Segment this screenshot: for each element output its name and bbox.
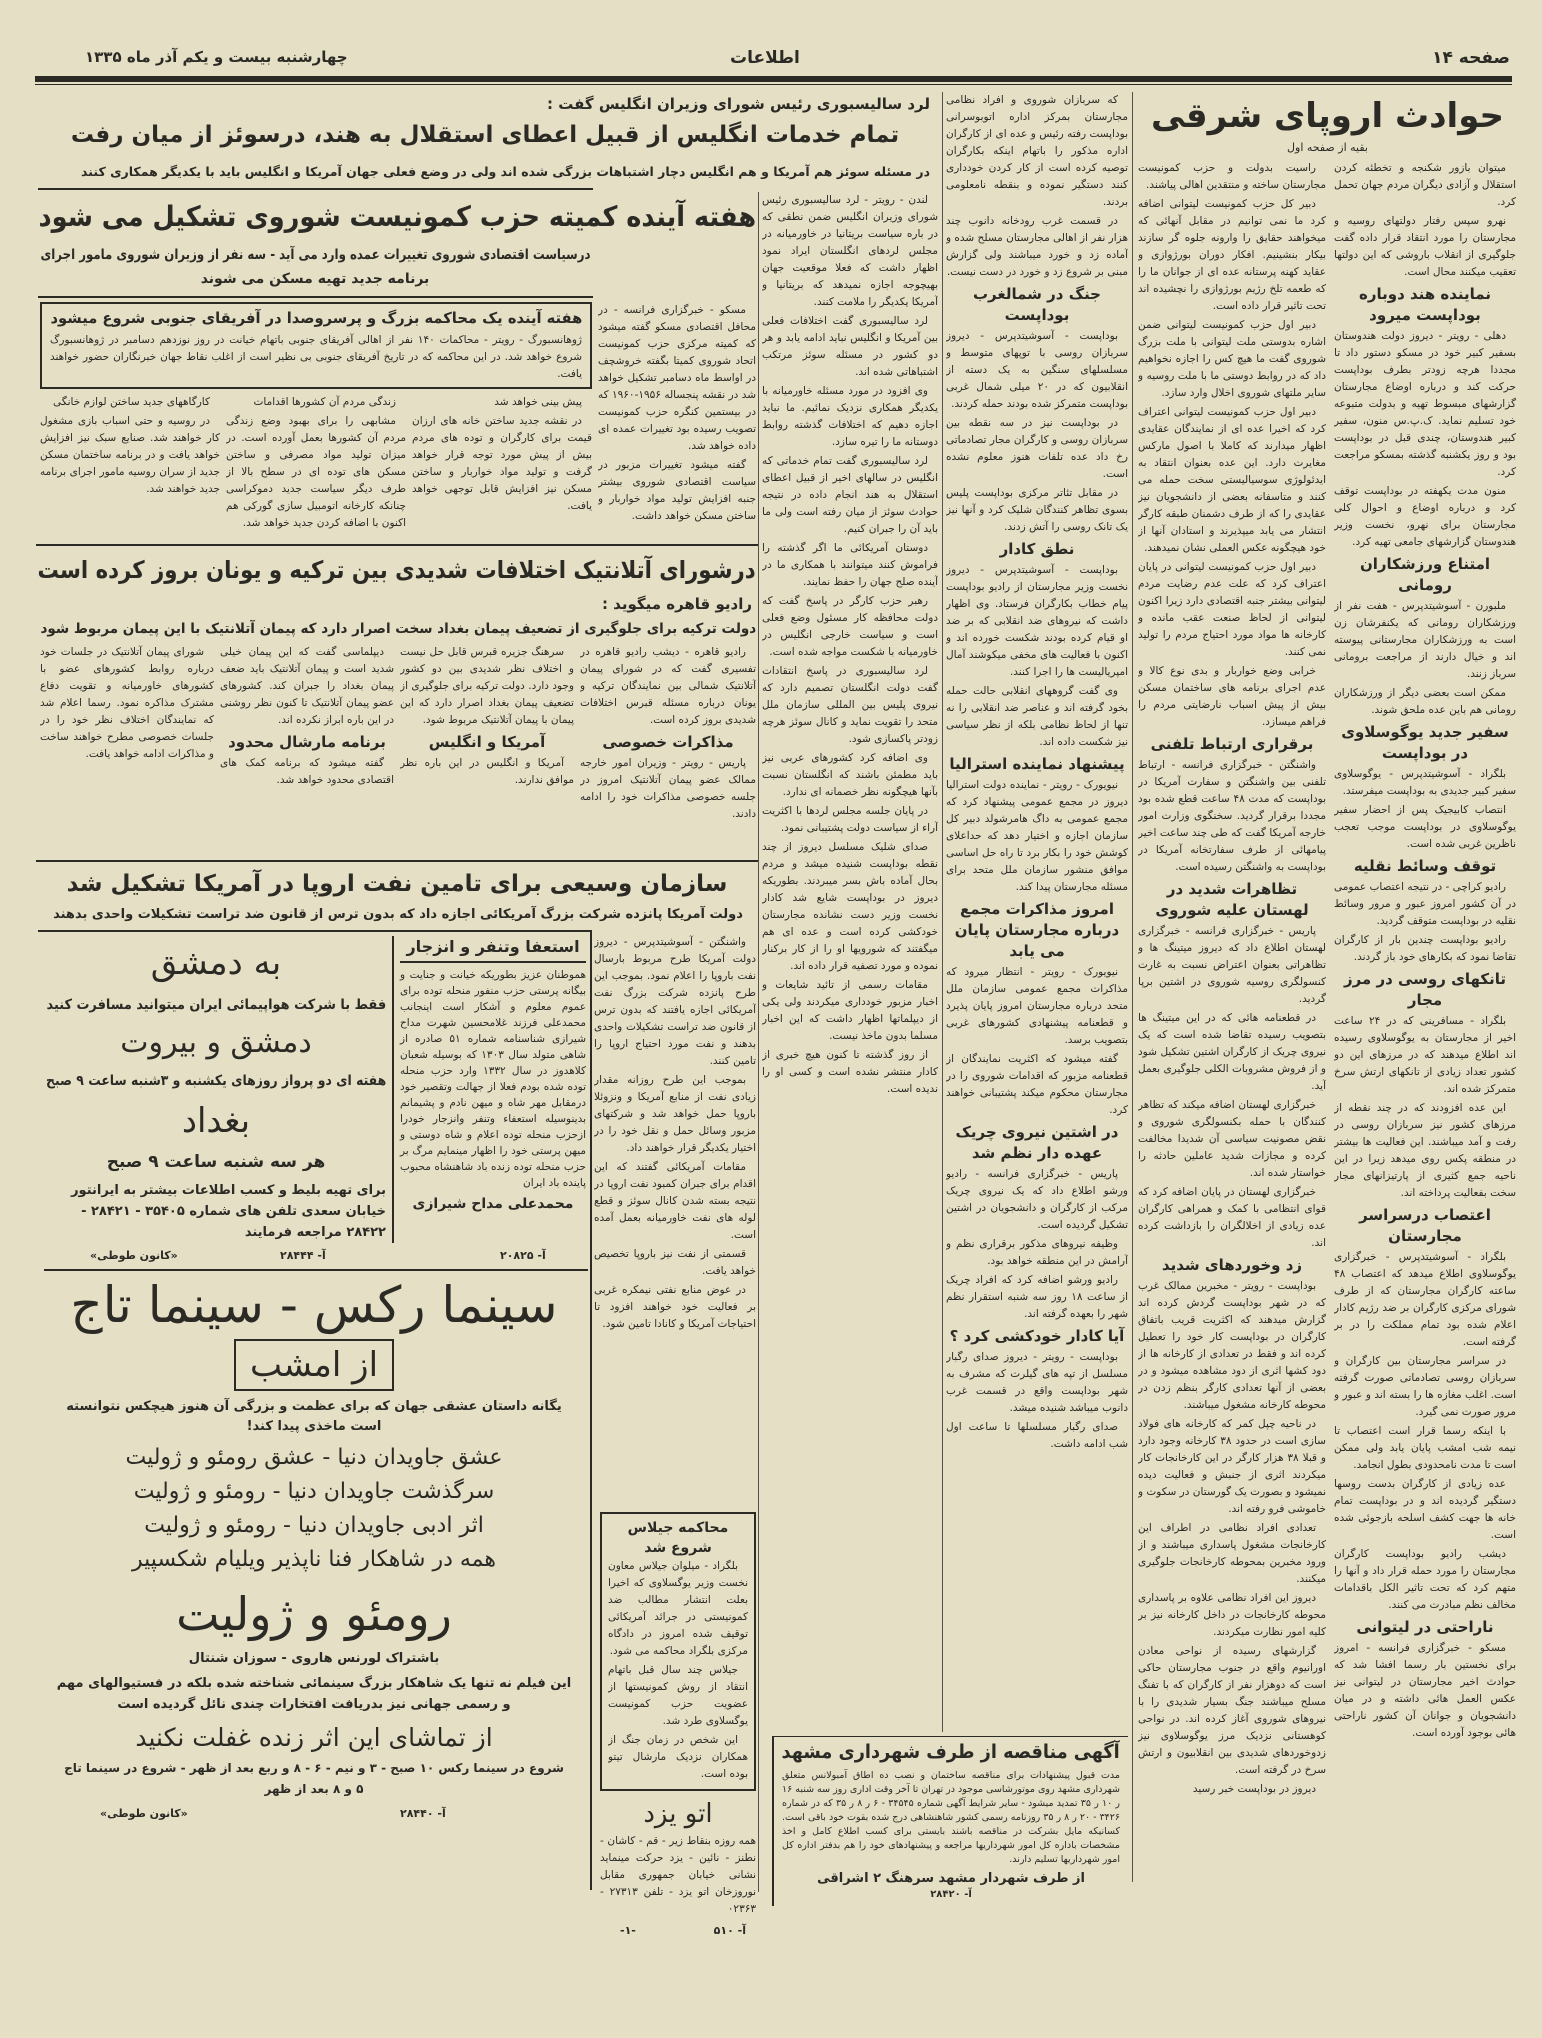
cinema-line: سرگذشت جاویدان دنیا - رومئو و ژولیت <box>133 1479 495 1504</box>
masthead-rule <box>35 76 1512 82</box>
paragraph: دهلی - رویتر - دیروز دولت هندوستان بسفیر کبیر خود در مسکو دستور داد تا مجددا هرچه زودتر بطرف بوداپست حرکت کند و درباره اوضاع مجارستان گزارشهای مبسوط تهیه و بدولت متبوعه خود تسلیم نماید. ک.پ.س منون، سفیر کبیر هندوستان، چندی قبل در بوداپست بود و روز یکشنبه گذشته بمسکو مراجعت کرد. <box>1334 330 1516 478</box>
film-description: این فیلم نه تنها یک شاهکار بزرگ سینمائی شناخته شده بلکه در فستیوالهای مهم و رسمی جهانی نیز بدریافت افتخارات چندی نائل گردیده است <box>56 1676 572 1712</box>
atlantic-col-1 <box>580 644 756 856</box>
subheading: سفیر جدید یوگوسلاوی در بوداپست <box>1341 723 1509 762</box>
paragraph: بلگراد - آسوشیتدپرس - خبرگزاری یوگوسلاوی اطلاع میدهد که اعتصاب ۴۸ ساعته کارگران مجارستان که از طرف شورای مرکزی کارگران بر ضد رژیم کادار اعلام شده بود تمام مملکت را در بر گرفته است. <box>1334 1251 1516 1348</box>
ad-line: فقط با شرکت هواپیمائی ایران میتوانید مسافرت کنید <box>46 997 386 1013</box>
paragraph: مسکو - خبرگزاری فرانسه - در محافل اقتصادی مسکو گفته میشود که کمیته مرکزی حزب کمونیست اتحاد شوروی کمیتا بگفته خروشچف در اواسط ماه دسامبر تشکیل خواهد شد در نقشه پنجساله ۱۹۵۶-۱۹۶۰ که در بیستمین کنگره حزب کمونیست تصویب رسیده بود تغییرات عمده ای داده خواهد شد. <box>598 304 756 452</box>
paragraph: رادیو کراچی - در نتیجه اعتصاب عمومی در آن کشور امروز عبور و مرور وسائط نقلیه در بوداپست متوقف گردید. <box>1334 881 1516 927</box>
paragraph: بلگراد - آسوشیتدپرس - یوگوسلاوی سفیر کبیر جدیدی به بوداپست میفرستد. <box>1334 768 1516 797</box>
lower-middle-ads <box>600 1512 756 1940</box>
paragraph: بوداپست - آسوشیتدپرس - دیروز نخست وزیر مجارستان از رادیو بوداپست پیام خطاب بکارگران فرستاد. وی اظهار داشت که نیروهای ضد انقلابی که بر ضد او قیام کرده بودند شکست خورده اند و اکنون با فعالیت های مخفی میکوشند آمال امپریالیست ها را اجرا کنند. <box>946 564 1128 678</box>
paragraph: انتصاب کابیجیک پس از احضار سفیر یوگوسلاوی در بوداپست موجب تعجب ناظرین غربی شده است. <box>1334 804 1516 850</box>
paragraph: خبرگزاری لهستان اضافه میکند که تظاهر کنندگان با حمله بکنسولگری شوروی و نقض مصونیت سیاسی آن شدیدا مخالفت کرده و مجازات شدید عاملین حادثه را خواستار شده اند. <box>1138 1099 1326 1179</box>
paragraph: وی گفت گروههای انقلابی حالت حمله بخود گرفته اند و عناصر ضد انقلابی را نه تنها از لحاظ نظامی بلکه از نظر سیاسی نیز شکست داده اند. <box>946 685 1128 748</box>
south-africa-headline: هفته آینده یک محاکمه بزرگ و پرسروصدا در آفریقای جنوبی شروع میشود <box>50 309 582 327</box>
paragraph: مشابهی را برای بهبود وضع زندگی مردم آن کشورها بعمل آورده است. در میزان تولید مواد مصرفی و ساختن مسکن های توده ای در سطح بالا از طرف دیگر سیاست جدید دموکراسی چنانکه کارخانه اتومبیل سازی گورکی هم اکنون با اضافه کردن جدید خواهد شد. <box>226 415 406 529</box>
otoyazd-ad <box>600 1795 756 1940</box>
from-tonight-badge: از امشب <box>234 1339 394 1391</box>
south-africa-box <box>40 302 592 389</box>
paragraph: دوستان آمریکائی ما اگر گذشته را فراموش کنند میتوانند با همکاری ما در آینده صلح جهان را حفظ نمایند. <box>762 542 938 588</box>
paragraph: بموجب این طرح روزانه مقدار زیادی نفت از منابع آمریکا و ونزوئلا باروپا حمل خواهد شد و شرکتهای مزبور وسائل حمل و نقل خود را در اختیار یکدیگر قرار خواهند داد. <box>594 1074 756 1154</box>
column-middle-1 <box>762 192 938 1732</box>
paragraph: رادیو ورشو اضافه کرد که افراد چریک از ساعت ۱۸ روز سه شنبه استقرار نظم شهر را بعهده گرفته اند. <box>946 1274 1128 1320</box>
paragraph: در قسمت غرب رودخانه دانوب چند هزار نفر از اهالی مجارستان مسلح شده و آماده زد و خورد میباشند ولی گزارش مبنی بر شروع زد و خورد در دست نیست. <box>946 215 1128 278</box>
page-number: صفحه ۱۴ <box>1432 48 1510 68</box>
ad-contact: برای تهیه بلیط و کسب اطلاعات بیشتر به ایرانتور خیابان سعدی تلفن های شماره ۳۵۴۰۵ - ۲۸۴۲۱ - ۲۸۴۲۲ مراجعه فرمایند <box>71 1183 386 1240</box>
paragraph: صدای رگبار مسلسلها تا ساعت اول شب ادامه داشت. <box>946 1421 1128 1450</box>
subheading: زد وخوردهای شدید <box>1161 1256 1303 1274</box>
paragraph: شورای پیمان آتلانتیک در جلسات خود درباره روابط کشورهای عضو با کشورهای خاورمیانه و تقویت دفاع مشترک مذاکره نمود. رسما اعلام شد که نمایندگان اختلاف نظر خود را در جلسات خصوصی مطرح خواهند ساخت و مذاکرات ادامه خواهد یافت. <box>40 646 214 760</box>
ad-destination: بغداد <box>181 1101 251 1141</box>
paragraph: در مقابل تئاتر مرکزی بوداپست پلیس بسوی تظاهر کنندگان شلیک کرد و آنها نیز یک تانک روسی را آتش زدند. <box>946 487 1128 533</box>
paragraph: رادیو قاهره - دیشب رادیو قاهره در تفسیری گفت که در شورای پیمان آتلانتیک شمالی بین نمایندگان ترکیه و یونان درباره مسئله قبرس اختلافات شدیدی بروز کرده است. <box>580 646 756 726</box>
cinema-title: سینما رکس - سینما تاج <box>70 1276 558 1334</box>
subheading: آمریکا و انگلیس <box>428 733 546 751</box>
subheading: نطق کادار <box>999 540 1075 558</box>
page-marker: -۱- <box>620 1924 636 1937</box>
paragraph: واشنگتن - آسوشیتدپرس - دیروز دولت آمریکا طرح مربوط بارسال نفت باروپا را اعلام نمود. بموجب این طرح پانزده شرکت بزرگ نفت آمریکائی اجازه یافتند که بدون ترس از قانون ضد تراست تشکیلات واحدی بدهند و نفت مورد احتیاج اروپا را تامین کنند. <box>594 936 756 1067</box>
jilas-box <box>600 1512 756 1791</box>
subheading: تانکهای روسی در مرز مجار <box>1343 970 1507 1009</box>
tender-title: آگهی مناقصه از طرف شهرداری مشهد <box>781 1741 1121 1763</box>
otoyazd-title: اتو یزد <box>643 1799 713 1829</box>
subheading: برقراری ارتباط تلفنی <box>1150 735 1314 753</box>
paragraph: عده زیادی از کارگران بدست روسها دستگیر گردیده اند و در بوداپست تمام خانه ها جهت کشف اسلحه بازجوئی شده است. <box>1334 1478 1516 1541</box>
paragraph: دیروز در بوداپست خبر رسید <box>1192 1783 1316 1795</box>
lower-left-ads <box>40 936 588 1825</box>
paragraph: بلگراد - میلوان جیلاس معاون نخست وزیر یوگسلاوی که اخیرا بعلت انتشار مطالب ضد کمونیستی در جرائد آمریکائی توقیف شده امروز در دادگاه مرکزی بلگراد محاکمه می شود. <box>608 1560 748 1657</box>
column-divider <box>1132 92 1133 1882</box>
mashhad-tender-ad <box>772 1736 1128 1906</box>
atlantic-col-3 <box>220 644 394 856</box>
paragraph: منون مدت یکهفته در بوداپست توقف کرد و درباره اوضاع و احوال کلی مجارستان برای نهرو، نخست وزیر هندوستان گزارشهای جامعی تهیه کرد. <box>1334 485 1516 548</box>
paragraph: پاریس - خبرگزاری فرانسه - رادیو ورشو اطلاع داد که یک نیروی چریک مرکب از کارگران و دانشجویان در اشتین تشکیل گردیده است. <box>946 1168 1128 1231</box>
paragraph: دیپلماسی گفت که این پیمان خیلی شدید است و پیمان آتلانتیک باید ضعف پیمان بغداد را جبران کند. کشورهای عضو پیمان آتلانتیک تا کنون نظر روشنی در این باره ابراز نکرده اند. <box>220 646 394 726</box>
oil-headline: سازمان وسیعی برای تامین نفت اروپا در آمریکا تشکیل شد <box>66 871 728 897</box>
paragraph: بوداپست - رویتر - مخبرین ممالک غرب که در شهر بوداپست گردش کرده اند گزارش میدهند که اکثریت قریب باتفاق کارگران در بوداپست کار خود را تعطیل کرده اند و فقط در تعدادی از کارخانه ها از دود کشها اثری از دود مشاهده میشود و در بعضی از آنها تعدادی کارگر بنظم زدن در محوطه کارخانه مشغول میباشند. <box>1138 1280 1326 1411</box>
subheading: توقف وسائط نقلیه <box>1353 857 1497 875</box>
paragraph: بوداپست - رویتر - دیروز صدای رگبار مسلسل از تپه های گیلرت که مشرف به شهر بوداپست واقع در قسمت غرب دانوب میباشد شنیده میشد. <box>946 1351 1128 1414</box>
subheading: مذاکرات خصوصی <box>602 733 734 751</box>
jilas-body <box>608 1558 748 1785</box>
paragraph: در سراسر مجارستان بین کارگران و سربازان روسی تصادماتی صورت گرفته است. اغلب مغازه ها را بسته اند و عبور و مرور صورت نمی گیرد. <box>1334 1355 1516 1418</box>
soviet-subhead-2: برنامه جدید تهیه مسکن می شوند <box>200 271 430 287</box>
paragraph: وی افزود در مورد مسئله خاورمیانه با یکدیگر همکاری نزدیک نمائیم. ما نباید اجازه دهیم که اختلافات گذشته روابط دوستانه ما را تیره سازد. <box>762 385 938 448</box>
subheading: جنگ در شمالغرب بوداپست <box>972 285 1101 324</box>
paper-name: اطلاعات <box>730 48 800 68</box>
paragraph: این عده افزودند که در چند نقطه از مرزهای کشور نیز سربازان روسی در رفت و آمد میباشند. این فعالیت ها بیشتر در منطقه پکس روی میدهد زیرا در این ناحیه جمع کثیری از پارتیزانهای مجار سخت بفعالیت پرداخته اند. <box>1334 1102 1516 1199</box>
subheading: در اشتین نیروی چریک عهده دار نظم شد <box>955 1123 1119 1162</box>
paragraph: لندن - رویتر - لرد سالیسبوری رئیس شورای وزیران انگلیس ضمن نطقی که در باره سیاست بریتانیا در خاورمیانه در مجلس لردهای انگلستان ایراد نمود اظهار داشت که فعلا موقعیت جهان بهیچوجه اجازه نمیدهد که بریتانیا و آمریکا یکدیگر را ملامت کنند. <box>762 194 938 308</box>
paragraph: نهرو سپس رفتار دولتهای روسیه و مجارستان را مورد انتقاد قرار داده گفت جلوگیری از انقلاب باروشی که این دولتها تعقیب میکنند محال است. <box>1334 215 1516 278</box>
paragraph: در پایان جلسه مجلس لردها با اکثریت آراء از سیاست دولت پشتیبانی نمود. <box>762 805 938 834</box>
paragraph: تعدادی افراد نظامی در اطراف این کارخانجات مشغول پاسداری میباشند و از ورود مخبرین بمحوطه کارخانجات جلوگیری میکنند. <box>1138 1522 1326 1585</box>
paragraph: گفته میشود که برنامه کمک های اقتصادی محدود خواهد شد. <box>220 757 394 786</box>
paragraph: در روسیه و حتی اسباب بازی مشغول کار خواهند شد. صنایع سبک نیز افزایش خواهد یافت و در برنامه ساختمان مسکن جدید از سران روسیه مامور اجرای برنامه جدید خواهند شد. <box>40 415 220 495</box>
paragraph: نیویورک - رویتر - نماینده دولت استرالیا دیروز در مجمع عمومی پیشنهاد کرد که مجمع عمومی به داگ هامرشولد دبیر کل سازمان اجازه و اختیار دهد که حداعلای کوشش خود را بکار برد تا راه حل اساسی موافق منشور سازمان ملل متحد برای مسئله مجارستان پیدا کند. <box>946 779 1128 893</box>
column-right-1 <box>1334 160 1516 2000</box>
soviet-headline: هفته آینده کمیته حزب کمونیست شوروی تشکیل می شود <box>38 200 756 233</box>
paragraph: گفته میشود که اکثریت نمایندگان از قطعنامه مزبور که اقدامات شوروی را در مجارستان محکوم میکند پشتیبانی خواهند کرد. <box>946 1053 1128 1116</box>
section-rule <box>36 544 758 546</box>
masthead-rule-thin <box>35 84 1512 85</box>
soviet-below-col-1 <box>412 394 592 540</box>
paragraph: کارگاههای جدید ساختن لوازم خانگی <box>53 396 210 408</box>
atlantic-col-4 <box>40 644 214 856</box>
subheading: پیشنهاد نماینده استرالیا <box>949 755 1125 773</box>
subheading: برنامه مارشال محدود <box>228 733 386 751</box>
paragraph: پاریس - خبرگزاری فرانسه - خبرگزاری لهستان اطلاع داد که دیروز میتینگ ها و تظاهراتی بعنوان اعتراض نسبت به غارت کنسولگری روسیه شوروی در اشتین برپا گردید. <box>1138 925 1326 1005</box>
paragraph: دیروز این افراد نظامی علاوه بر پاسداری محوطه کارخانجات در داخل کارخانه نیز بر کلیه امور نظارت میکردند. <box>1138 1592 1326 1638</box>
soviet-subhead-1: درسیاست اقتصادی شوروی تغییرات عمده وارد می آید - سه نفر از وزیران شوروی مامور اجرای <box>39 247 591 263</box>
cinema-call-to-action: از تماشای این اثر زنده غفلت نکنید <box>135 1723 493 1752</box>
paragraph: زندگی مردم آن کشورها اقدامات <box>253 396 396 408</box>
tender-signature: از طرف شهردار مشهد سرهنگ ۲ اشراقی <box>817 1871 1085 1886</box>
ad-destination: دمشق و بیروت <box>120 1025 312 1060</box>
subheading: ناراحتی در لیتوانی <box>1356 1618 1494 1636</box>
paragraph: مقامات رسمی از تائید شایعات و اخبار مزبور خودداری میکردند ولی یکی از دیپلماتها اظهار داشت که این اخبار مسلما بدون ماخذ نیست. <box>762 979 938 1042</box>
cinema-line: اثر ادبی جاویدان دنیا - رومئو و ژولیت <box>144 1513 484 1538</box>
paragraph: لرد سالیسبوری گفت اختلافات فعلی بین آمریکا و انگلیس نباید ادامه یابد و هر دو کشور در مسئله سوئز مرتکب اشتباهاتی شده اند. <box>762 315 938 378</box>
south-africa-section <box>40 302 592 540</box>
section-rule <box>38 296 593 298</box>
continued-label: بقیه از صفحه اول <box>1287 141 1368 154</box>
paragraph: گفته میشود تغییرات مزبور در سیاست اقتصادی شوروی بیشتر جنبه افزایش تولید مواد خواربار و ساختن مسکن خواهد داشت. <box>598 459 756 522</box>
atlantic-col-2 <box>400 644 574 856</box>
paragraph: در قطعنامه هائی که در این میتینگ ها بتصویب رسیده تقاضا شده است که یک نیروی چریک از کارگران اشتین تشکیل شود و از فروش مشروبات الکلی جلوگیری بعمل آید. <box>1138 1012 1326 1092</box>
soviet-below-col-3 <box>40 394 220 540</box>
iran-air-ad <box>40 936 392 1243</box>
paragraph: در نقشه جدید ساختن خانه های ارزان قیمت برای کارگران و توده های مردم بیش از پیش مورد توجه قرار خواهد گرفت و تولید مواد خواربار و ساختن مسکن نیز افزایش قابل توجهی خواهد یافت. <box>412 415 592 512</box>
soviet-column <box>598 302 756 540</box>
section-rule <box>36 860 758 862</box>
ad-code: آ- ۲۰۸۲۵ <box>500 1249 546 1262</box>
ad-title: به دمشق <box>150 943 282 983</box>
ad-agency: «کانون طوطی» <box>100 1807 188 1820</box>
paragraph: جیلاس چند سال قبل باتهام انتقاد از روش کمونیستها از عضویت حزب کمونیست یوگسلاوی طرد شد. <box>608 1664 748 1727</box>
tender-body: مدت قبول پیشنهادات برای مناقصه ساختمان و نصب ده اطاق آمبولانس متعلق شهرداری مشهد روی موتورشاسی موجود در تهران تا آخر وقت اداری روز سه شنبه ۱۶ ر ۱۰ ر ۳۵ تمدید میشود - سایر شرایط آگهی شماره ۳۴۵۴۵ - ۶ ر ۸ ر ۳۵ که در شماره ۳۴۲۶ - ۲۰ ر ۸ ر ۳۵ روزنامه رسمی کشور شاهنشاهی درج شده بقوت خود باقی است. <box>781 1770 1120 1823</box>
ad-code: آ- ۵۱۰ <box>713 1924 746 1937</box>
paragraph: لرد سالیسبوری در پاسخ انتقادات گفت دولت انگلستان تصمیم دارد که نیروی پلیس بین المللی سازمان ملل متحد را تقویت نماید و کانال سوئز هرچه زودتر پاکسازی شود. <box>762 665 938 745</box>
paragraph: میتوان بازور شکنجه و تخطئه کردن استقلال و آزادی دیگران مردم جهان تحمل کرد. <box>1334 162 1516 208</box>
soviet-below-col-2 <box>226 394 406 540</box>
ad-code: آ- ۲۸۴۴۴ <box>280 1249 326 1262</box>
paragraph: پیش بینی خواهد شد <box>494 396 582 408</box>
paragraph: در ناحیه چپل کمر که کارخانه های فولاد سازی است در حدود ۳۸ کارخانه وجود دارد و قبلا ۳۸ هزار کارگر در این کارخانجات کار میکردند اثری از جنبش و فعالیت دیده نمیشود و بصورت یک گورستان در سکوت و خاموشی فرو رفته اند. <box>1138 1418 1326 1515</box>
paragraph: نیویورک - رویتر - انتظار میرود که مذاکرات مجمع عمومی سازمان ملل متحد درباره مجارستان امروز پایان پذیرد و قطعنامه پیشنهادی کشورهای غربی بتصویب برسد. <box>946 966 1128 1046</box>
column-divider <box>942 92 943 1732</box>
notice-signature: محمدعلی مداح شیرازی <box>412 1196 574 1212</box>
section-rule <box>38 188 593 190</box>
south-africa-body: ژوهانسبورگ - رویتر - محاکمات ۱۴۰ نفر از اهالی آفریقای جنوبی باتهام خیانت در روز نوزدهم دسامبر در ژوهانسبورگ شروع خواهد شد. در این محاکمه که در تاریخ آفریقای جنوبی بی نظیر است از اغلب نقاط جهان خبرنگاران حضور خواهند یافت. <box>50 334 582 380</box>
paragraph: لرد سالیسبوری گفت تمام خدماتی که انگلیس در سالهای اخیر از قبیل اعطای استقلال به هند انجام داده در نتیجه حوادث سوئز از میان رفته است ولی ما باید آن را جبران کنیم. <box>762 455 938 535</box>
paragraph: دبیر اول حزب کمونیست لیتوانی اعتراف کرد که اخیرا عده ای از نمایندگان عقایدی اظهار میدارند که کاملا با اصول مارکس مغایرت دارد. این عده بعنوان انتقاد به ایدئولوژی سوسیالیستی سخت حمله می کنند و متاسفانه بعضی از دانشجویان نیز عقایدی را که از طرف دشمنان طبقه کارگر انتشار می یابد میپذیرند و استادان آنها از خود هیچگونه عکس العملی نشان نمیدهند. <box>1138 406 1326 554</box>
paragraph: با اینکه رسما قرار است اعتصاب تا نیمه شب امشب پایان یابد ولی ممکن است تا مدت نامحدودی بطول انجامد. <box>1334 1425 1516 1471</box>
paragraph: مقامات آمریکائی گفتند که این اقدام برای جبران کمبود نفت اروپا در نتیجه بسته شدن کانال سوئز و قطع لوله های نفت خاورمیانه بعمل آمده است. <box>594 1161 756 1241</box>
paragraph: بوداپست - آسوشیتدپرس - دیروز سربازان روسی با توپهای متوسط و مسلسلهای سنگین به یک دسته از انقلابیون که در ۲۰ میلی شمال غربی بوداپست متمرکز شده بودند حمله کردند. <box>946 330 1128 410</box>
paragraph: ملبورن - آسوشیتدپرس - هفت نفر از ورزشکاران رومانی که یکنفرشان زن است به ورزشکاران مجارستانی پیوسته اند و خیال دارند از مراجعت برومانی سرباز زنند. <box>1334 600 1516 680</box>
paragraph: وظیفه نیروهای مذکور برقراری نظم و آرامش در این منطقه خواهد بود. <box>946 1238 1128 1267</box>
paragraph: سرهنگ جزیره قبرس قابل حل نیست و اختلاف نظر شدیدی بین دو کشور وجود دارد. دولت ترکیه برای جلوگیری از تضعیف پیمان بغداد اصرار دارد که این پیمان با پیمان آتلانتیک مربوط شود. <box>400 646 574 726</box>
paragraph: دبیر اول حزب کمونیست لیتوانی ضمن اشاره بدوستی ملت لیتوانی با ملت بزرگ شوروی گفت ما هیچ کس را اجازه نخواهیم داد که در روابط دوستی ما با ملت روسیه و سایر ملتهای شوروی اخلال وارد سازد. <box>1138 319 1326 399</box>
paragraph: رادیو بوداپست چندین بار از کارگران تقاضا نمود که بکارهای خود باز گردند. <box>1334 934 1516 963</box>
paragraph: خبرگزاری لهستان در پایان اضافه کرد که قوای انتظامی با کمک و همراهی کارگران عده زیادی از اخلالگران را بازداشت کرده اند. <box>1138 1186 1326 1249</box>
section-rule <box>44 1269 588 1271</box>
paragraph: واشنگتن - خبرگزاری فرانسه - ارتباط تلفنی بین واشنگتن و سفارت آمریکا در بوداپست که مدت ۴۸ ساعت قطع شده بود مجددا برقرار گردید. سخنگوی وزارت امور خارجه آمریکا گفت که طی چند ساعت اخیر پیامهائی از طرف سفارتخانه آمریکا در بوداپست به واشنگتن رسیده است. <box>1138 759 1326 873</box>
paragraph: پاریس - رویتر - وزیران امور خارجه ممالک عضو پیمان آتلانتیک امروز در جلسه خصوصی مذاکرات خود را ادامه دادند. <box>580 757 756 820</box>
paragraph: آمریکا و انگلیس در این باره نظر موافق ندارند. <box>400 757 574 786</box>
paragraph: راسیت بدولت و حزب کمونیست مجارستان ساخته و منتقدین اهالی پیاشند. <box>1138 162 1326 191</box>
cinema-tagline: یگانه داستان عشقی جهان که برای عظمت و بزرگی آن هنوز هیچکس نتوانسته است ماخذی پیدا کند! <box>66 1399 562 1434</box>
issue-date: چهارشنبه بیست و یکم آذر ماه ۱۳۳۵ <box>85 48 348 66</box>
paragraph: رهبر حزب کارگر در پاسخ گفت که دولت محافظه کار مسئول وضع فعلی است و سیاست خارجی انگلیس در خاورمیانه با شکست مواجه شده است. <box>762 595 938 658</box>
paragraph: در بوداپست نیز در سه نقطه بین سربازان روسی و کارگران مجار تصادماتی رخ داد عده تلفات هنوز معلوم نشده است. <box>946 417 1128 480</box>
atlantic-kicker: رادیو قاهره میگوید : <box>601 595 752 613</box>
paragraph: ممکن است بعضی دیگر از ورزشکاران رومانی هم باین عده ملحق شوند. <box>1334 687 1516 716</box>
paragraph: دبیر کل حزب کمونیست لیتوانی اضافه کرد ما نمی توانیم در مقابل آنهائی که میخواهند حقایق را وارونه جلوه گر سازند بیکار بنشینیم. افکار دوران بورژوازی و عقاید کهنه پرستانه عده ای از جوانان ما را که طعمه تلخ رژیم بورژوازی را نچشیده اند تحت تاثیر قرار داده است. <box>1138 198 1326 312</box>
ad-code: آ- ۲۸۴۲۰ <box>930 1889 972 1900</box>
subheading: اعتصاب درسراسر مجارستان <box>1359 1206 1491 1245</box>
cinema-ad <box>40 1273 588 1825</box>
paragraph: قسمتی از نفت نیز باروپا تخصیص خواهد یافت. <box>594 1248 756 1277</box>
lead-headline: تمام خدمات انگلیس از قبیل اعطای استقلال به هند، درسوئز از میان رفت <box>70 122 900 148</box>
film-cast: باشتراک لورنس هاروی - سوزان شنتال <box>188 1651 440 1666</box>
paragraph: خرابی وضع خواربار و بدی نوع کالا و عدم اجرای برنامه های ساختمان مسکن بیش از پیش اسباب نارضایتی مردم را فراهم میسازد. <box>1138 665 1326 728</box>
paragraph: وی اضافه کرد کشورهای عربی نیز باید مطمئن باشند که انگلستان نسبت بآنها هیچگونه نظر خصمانه ای ندارد. <box>762 752 938 798</box>
paragraph: از روز گذشته تا کنون هیچ خبری از کادار منتشر نشده است و کسی او را ندیده است. <box>762 1049 938 1095</box>
resignation-notice <box>392 936 588 1243</box>
otoyazd-body: همه روزه بنقاط زیر - قم - کاشان - نطنز - نائین - یزد حرکت مینماید نشانی خیابان جمهوری مقابل نوروزخان اتو یزد - تلفن ۲۷۳۱۳ - ۰۲۳۶۳ <box>600 1835 756 1915</box>
column-divider <box>590 930 592 1890</box>
tender-body: کسانیکه مایل بشرکت در مناقصه باشند بایستی برای کسب اطلاع کامل و اخذ مشخصات باداره کل امور شهرداریها مراجعه و پیشنهادهای خود را هم بدفتر اداره کل امور شهرداریها تسلیم دارند. <box>782 1826 1120 1865</box>
notice-body: هموطنان عزیز بطوریکه خیانت و جنایت و بیگانه پرستی حزب منفور منحله توده برای عموم معلوم و آشکار است اینجانب محمدعلی فرزند غلامحسین شهرت مداح شیرازی شناسنامه شماره ۵۱ صادره از شاهی متولد سال ۱۳۰۳ که بوسیله شعبان کلاهدوز در سال ۱۳۳۲ وارد حزب منحله توده شده بودم فعلا از جهالت وتقصیر خود درمقابل مهر شاه و میهن نادم و پشیمانم بدینوسیله استعفاء وتنفر وانزجار خودرا ازحزب منحله توده اعلام و شاه دوستی و میهن پرستی خود را اظهار مینمایم مرگ بر حزب منحله توده زنده باد شاهنشاه محبوب پاینده باد ایران <box>400 969 586 1189</box>
atlantic-subhead: دولت ترکیه برای جلوگیری از تضعیف پیمان بغداد سخت اصرار دارد که پیمان آتلانتیک با این پیمان مربوط شود <box>40 621 756 637</box>
ad-line: هر سه شنبه ساعت ۹ صبح <box>106 1152 326 1172</box>
jilas-title: محاکمه جیلاس شروع شد <box>627 1520 729 1556</box>
paragraph: دیشب رادیو بوداپست کارگران مجارستان را مورد حمله قرار داد و آنها را متهم کرد که تحت تاثیر الکل باقدامات مخالف نظم مبادرت می کنند. <box>1334 1548 1516 1611</box>
paragraph: دبیر اول حزب کمونیست لیتوانی در پایان اعتراف کرد که علت عدم رضایت مردم لیتوانی بیشتر جنبه اقتصادی دارد زیرا اکنون لیتوانی از لحاظ صنعت عقب مانده و کارخانه ها مواد مورد احتیاج مردم را تولید نمی کنند. <box>1138 561 1326 658</box>
column-divider <box>758 192 759 1892</box>
showtimes: ۵ و ۸ بعد از ظهر <box>264 1782 364 1796</box>
subheading: نماینده هند دوباره بوداپست میرود <box>1358 285 1491 324</box>
subheading: تظاهرات شدید در لهستان علیه شوروی <box>1155 880 1309 919</box>
showtimes: شروع در سینما رکس ۱۰ صبح - ۳ و نیم - ۶ - ۸ و ربع بعد از ظهر - شروع در سینما تاج <box>64 1761 564 1775</box>
atlantic-headline: درشورای آتلانتیک اختلافات شدیدی بین ترکیه و یونان بروز کرده است <box>37 556 757 584</box>
paragraph: گزارشهای رسیده از نواحی معادن اورانیوم واقع در جنوب مجارستان حاکی است که دوهزار نفر از کارگران که با تفنگ مسلح میباشند جنگ بسیار شدیدی را با نیروهای شوروی آغاز کرده اند. در نواحی کوهستانی نزدیک مرز یوگوسلاوی نیز زدوخوردهای شدیدی بین انقلابیون و ارتش سرخ در گرفته است. <box>1138 1645 1326 1776</box>
paragraph: این شخص در زمان جنگ از همکاران نزدیک مارشال تیتو بوده است. <box>608 1734 748 1780</box>
lead-kicker: لرد سالیسبوری رئیس شورای وزیران انگلیس گفت : <box>546 95 930 113</box>
section-rule <box>38 930 590 932</box>
paragraph: در عوض منابع نفتی نیمکره غربی بر فعالیت خود خواهند افزود تا احتیاجات آمریکا و کانادا تامین شود. <box>594 1284 756 1330</box>
subheading: آیا کادار خودکشی کرد ؟ <box>949 1327 1125 1345</box>
ad-code: آ- ۲۸۴۴۰ <box>400 1807 446 1820</box>
cinema-line: عشق جاویدان دنیا - عشق رومئو و ژولیت <box>125 1445 503 1470</box>
notice-title: استعفا وتنفر و انزجار <box>400 936 586 963</box>
subheading: امروز مذاکرات مجمع درباره مجارستان پایان می یابد <box>954 900 1120 960</box>
ad-line: هفته ای دو پرواز روزهای یکشنبه و ۳شنبه ساعت ۹ صبح <box>45 1073 387 1089</box>
paragraph: مسکو - خبرگزاری فرانسه - امروز برای نخستین بار رسما افشا شد که حوادث اخیر مجارستان در لیتوانی نیز عکس العمل هائی داشته و در میان دانشجویان و جوانان آن کشور ناراحتی هائی بوجود آورده است. <box>1334 1642 1516 1739</box>
column-middle-2 <box>946 92 1128 1732</box>
cinema-line: همه در شاهکار فنا ناپذیر ویلیام شکسپیر <box>132 1547 496 1572</box>
paragraph: بلگراد - مسافرینی که در ۲۴ ساعت اخیر از مجارستان به یوگوسلاوی رسیده اند اطلاع میدهند که در مرزهای این دو کشور تعداد زیادی از تانکهای ارتش سرخ متمرکز شده اند. <box>1334 1015 1516 1095</box>
subheading: امتناع ورزشکاران رومانی <box>1359 555 1491 594</box>
oil-subhead: دولت آمریکا پانزده شرکت بزرگ آمریکائی اجازه داد که بدون ترس از قانون ضد تراست تشکیلات واحدی بدهند <box>53 907 743 922</box>
eastern-europe-headline: حوادث اروپای شرقی <box>1150 96 1505 136</box>
ad-agency: «کانون طوطی» <box>90 1249 178 1262</box>
column-right-2 <box>1138 160 1326 2000</box>
paragraph: که سربازان شوروی و افراد نظامی مجارستان بمرکز اداره اتوبوسرانی بوداپست رفته رئیس و عده ای از کارگران اداره مذکور را باتهام اینکه بکارگران توصیه کرده است از کار کردن خودداری کنند دستگیر نموده و بنقطه نامعلومی بردند. <box>946 94 1128 208</box>
film-title: رومئو و ژولیت <box>176 1587 452 1641</box>
oil-column <box>594 934 756 1506</box>
paragraph: صدای شلیک مسلسل دیروز از چند نقطه بوداپست شنیده میشد و مردم بحال آماده باش بسر میبردند. بطوریکه دیروز در بوداپست شایع شد کادار نخست وزیر دست نشانده مجارستان خودکشی کرده است و عده ای هم میگفتند که شورویها او را از کار برکنار نموده و مورد تصفیه قرار داده اند. <box>762 841 938 972</box>
lead-subhead: در مسئله سوئز هم آمریکا و هم انگلیس دچار اشتباهات بزرگی شده اند ولی در وضع فعلی جهان آمریکا و انگلیس باید با یکدیگر همکاری کنند <box>81 164 930 179</box>
